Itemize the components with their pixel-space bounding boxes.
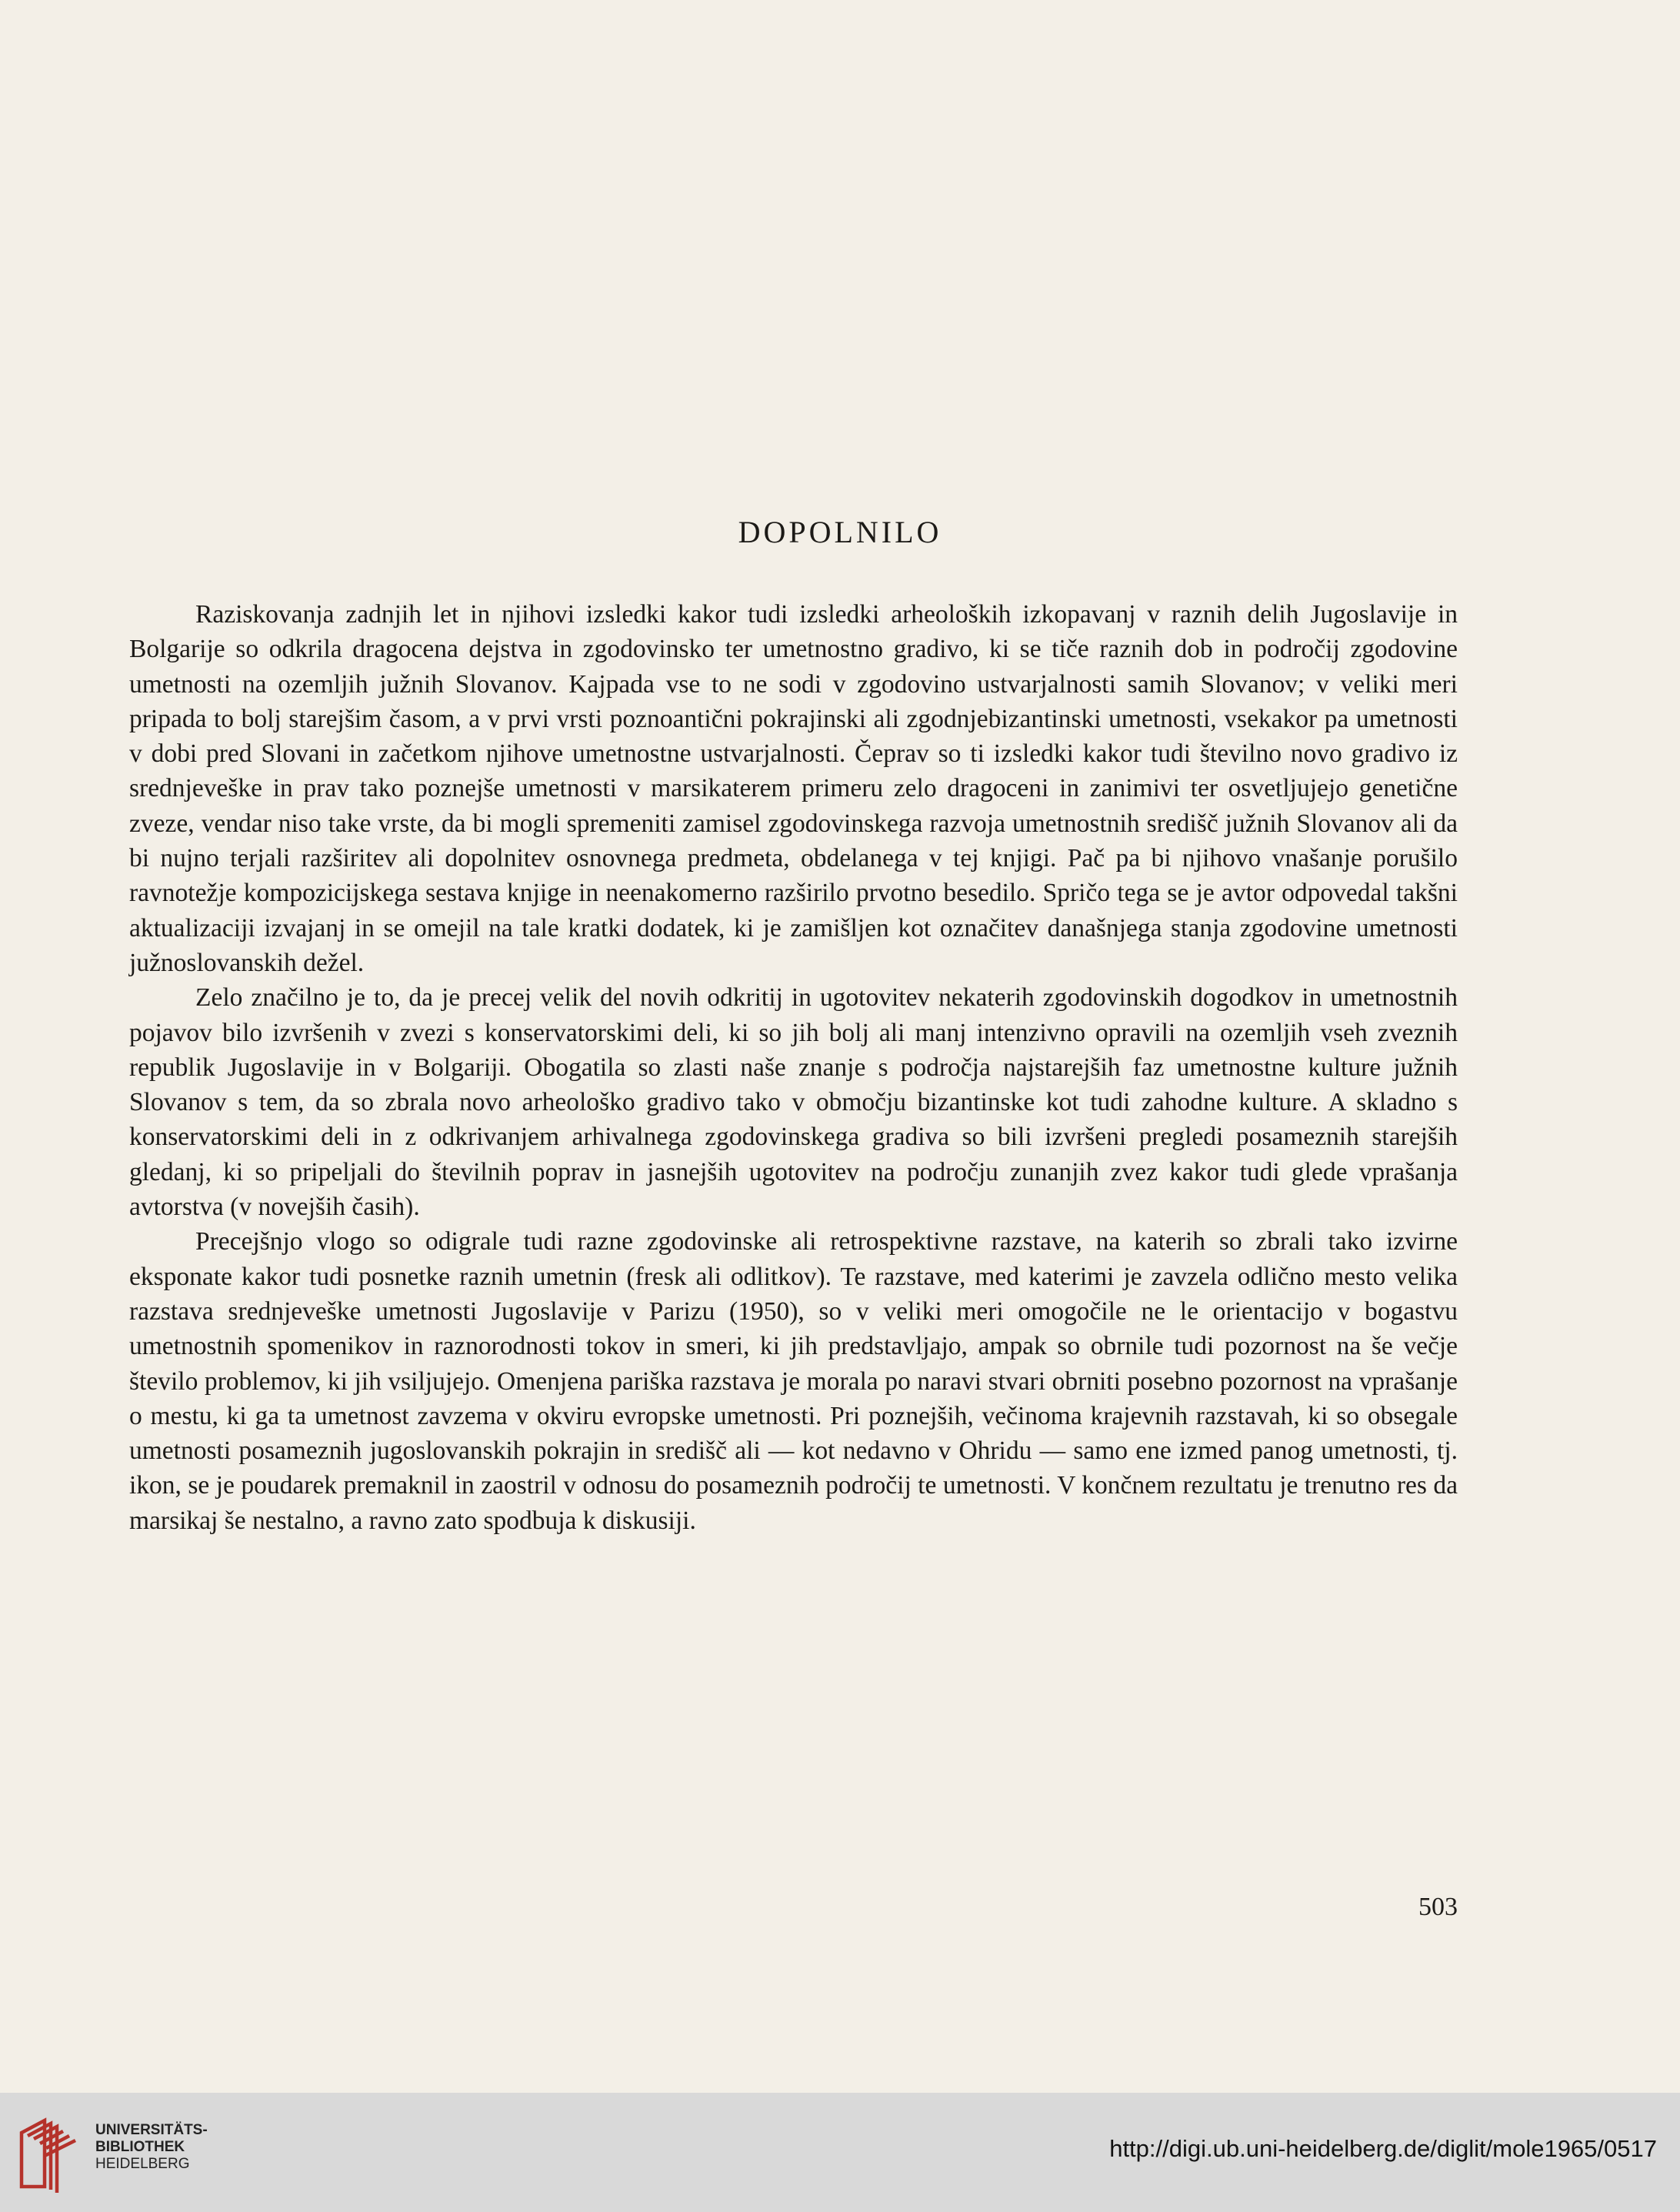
page-heading: DOPOLNILO xyxy=(738,515,942,549)
library-name-line-1: UNIVERSITÄTS- xyxy=(95,2122,208,2138)
library-name xyxy=(95,2122,208,2173)
library-name-line-2: BIBLIOTHEK xyxy=(95,2139,185,2155)
paragraph-2: Zelo značilno je to, da je precej velik del novih odkritij in ugotovitev nekaterih zgodovinskih dogodkov in umetnostnih pojavov bilo izvršenih v zvezi s konservatorskimi deli, ki so jih bolj ali manj intenzivno opravili na ozemljih vseh zveznih republik Jugoslavije in v Bolgariji. Obogatila so zlasti naše znanje s področja najstarejših faz umetnostne kulture južnih Slovanov s tem, da so zbrala novo arheološko gradivo tako v območju bizantinske kot tudi zahodne kulture. A skladno s konservatorskimi deli in z odkrivanjem arhivalnega zgodovinskega gradiva so bili izvršeni pregledi posameznih starejših gledanj, ki so pripeljali do številnih poprav in jasnejših ugotovitev na področju zunanjih zvez kakor tudi glede vprašanja avtorstva (v novejših časih). xyxy=(129,983,1458,1222)
paragraph-1: Raziskovanja zadnjih let in njihovi izsledki kakor tudi izsledki arheoloških izkopavanj v raznih delih Jugoslavije in Bolgarije so odkrila dragocena dejstva in zgodovinsko ter umetnostno gradivo, ki se tiče raznih dob in področij zgodovine umetnosti na ozemljih južnih Slovanov. Kajpada vse to ne sodi v zgodovino ustvarjalnosti samih Slovanov; v veliki meri pripada to bolj starejšim časom, a v prvi vrsti poznoantični pokrajinski ali zgodnjebizantinski umetnosti, vsekakor pa umetnosti v dobi pred Slovani in začetkom njihove umetnostne ustvarjalnosti. Čeprav so ti izsledki kakor tudi številno novo gradivo iz srednjeveške in prav tako poznejše umetnosti v marsikaterem primeru zelo dragoceni in zanimivi ter osvetljujejo genetične zveze, vendar niso take vrste, da bi mogli spremeniti zamisel zgodovinskega razvoja umetnostnih središč južnih Slovanov ali da bi nujno terjali razširitev ali dopolnitev osnovnega predmeta, obdelanega v tej knjigi. Pač pa bi njihovo vnašanje porušilo ravnotežje kompozicijskega sestava knjige in neenakomerno razširilo prvotno besedilo. Spričo tega se je avtor odpovedal takšni aktualizaciji izvajanj in se omejil na tale kratki dodatek, ki je zamišljen kot označitev današnjega stanja zgodovine umetnosti južnoslovanskih dežel. xyxy=(129,600,1458,977)
library-name-line-3: HEIDELBERG xyxy=(95,2156,190,2172)
page-number: 503 xyxy=(1418,1893,1458,1921)
digitization-footer xyxy=(0,2093,1680,2212)
library-logo-icon xyxy=(17,2110,86,2194)
permalink-url[interactable]: http://digi.ub.uni-heidelberg.de/diglit/mole1965/0517 xyxy=(1109,2135,1657,2162)
paragraph-3: Precejšnjo vlogo so odigrale tudi razne zgodovinske ali retrospektivne razstave, na katerih so zbrali tako izvirne eksponate kakor tudi posnetke raznih umetnin (fresk ali odlitkov). Te razstave, med katerimi je zavzela odlično mesto velika razstava srednjeveške umetnosti Jugoslavije v Parizu (1950), so v veliki meri omogočile ne le orientacijo v bogastvu umetnostnih spomenikov in raznorodnosti tokov in smeri, ki jih predstavljajo, ampak so obrnile tudi pozornost na še večje število problemov, ki jih vsiljujejo. Omenjena pariška razstava je morala po naravi stvari obrniti posebno pozornost na vprašanje o mestu, ki ga ta umetnost zavzema v okviru evropske umetnosti. Pri poznejših, večinoma krajevnih razstavah, ki so obsegale umetnosti posameznih jugoslovanskih pokrajin in središč ali — kot nedavno v Ohridu — samo ene izmed panog umetnosti, tj. ikon, se je poudarek premaknil in zaostril v odnosu do posameznih področij te umetnosti. V končnem rezultatu je trenutno res da marsikaj še nestalno, a ravno zato spodbuja k diskusiji. xyxy=(129,1227,1458,1535)
body-text xyxy=(129,597,1458,1538)
